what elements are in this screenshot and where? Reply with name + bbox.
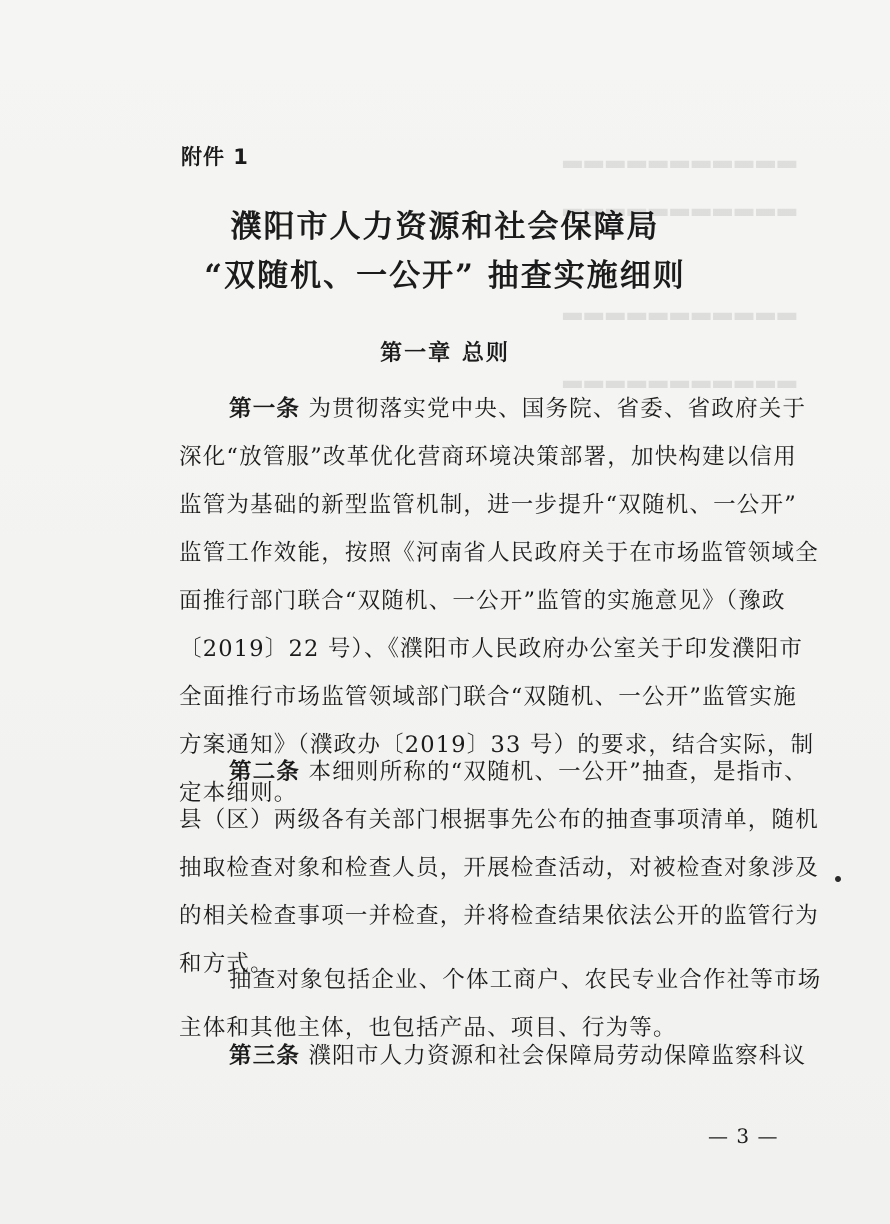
article-2-line: 和方式。 <box>179 951 274 977</box>
bleed-through-mark: ▂▂▂▂▂▂▂▂▂▂▂ <box>560 292 797 320</box>
chapter-heading: 第一章 总则 <box>380 341 510 366</box>
page-number: — 3 — <box>708 1124 779 1148</box>
article-3-line: 第三条 濮阳市人力资源和社会保障局劳动保障监察科议 <box>229 1043 807 1069</box>
bleed-through-mark: ▂▂▂▂▂▂▂▂▂▂▂ <box>560 360 797 388</box>
bleed-through-mark: ▂▂▂▂▂▂▂▂▂▂▂ <box>560 140 797 168</box>
article-1-line: 定本细则。 <box>179 780 298 806</box>
attachment-label: 附件 1 <box>181 145 249 169</box>
article-2-line: 县（区）两级各有关部门根据事先公布的抽查事项清单，随机 <box>179 807 819 833</box>
article-2-line: 的相关检查事项一并检查，并将检查结果依法公开的监管行为 <box>179 903 819 929</box>
article-3 <box>179 1032 811 1080</box>
article-1-label: 第一条 <box>229 396 301 422</box>
article-2-line: 抽取检查对象和检查人员，开展检查活动，对被检查对象涉及 <box>179 855 819 881</box>
article-1-line: 深化“放管服”改革优化营商环境决策部署，加快构建以信用 <box>179 444 797 470</box>
article-3-label: 第三条 <box>229 1043 301 1069</box>
article-1-line: 第一条 为贯彻落实党中央、国务院、省委、省政府关于 <box>229 396 807 422</box>
article-2-line: 第二条 本细则所称的“双随机、一公开”抽查，是指市、 <box>229 759 808 785</box>
paragraph-line: 抽查对象包括企业、个体工商户、农民专业合作社等市场 <box>229 967 822 993</box>
article-1-line: 监管为基础的新型监管机制，进一步提升“双随机、一公开” <box>179 492 797 518</box>
bleed-through-mark: ▂▂▂▂▂▂▂▂▂▂▂ <box>560 188 797 216</box>
ink-speck <box>834 875 842 883</box>
article-1-line: 面推行部门联合“双随机、一公开”监管的实施意见》（豫政 <box>179 588 786 614</box>
paragraph-line: 主体和其他主体，也包括产品、项目、行为等。 <box>179 1015 677 1041</box>
document-title-line-1: 濮阳市人力资源和社会保障局 <box>230 209 660 245</box>
article-1-line: 监管工作效能，按照《河南省人民政府关于在市场监管领域全 <box>179 540 819 566</box>
article-1-line: 方案通知》（濮政办〔2019〕33 号）的要求，结合实际，制 <box>179 732 815 758</box>
article-2-label: 第二条 <box>229 759 301 785</box>
article-2 <box>179 748 819 988</box>
article-1-line: 全面推行市场监管领域部门联合“双随机、一公开”监管实施 <box>179 684 797 710</box>
article-1-line: 〔2019〕22 号）、《濮阳市人民政府办公室关于印发濮阳市 <box>179 636 804 662</box>
document-title-line-2: “双随机、一公开” 抽查实施细则 <box>204 258 686 294</box>
